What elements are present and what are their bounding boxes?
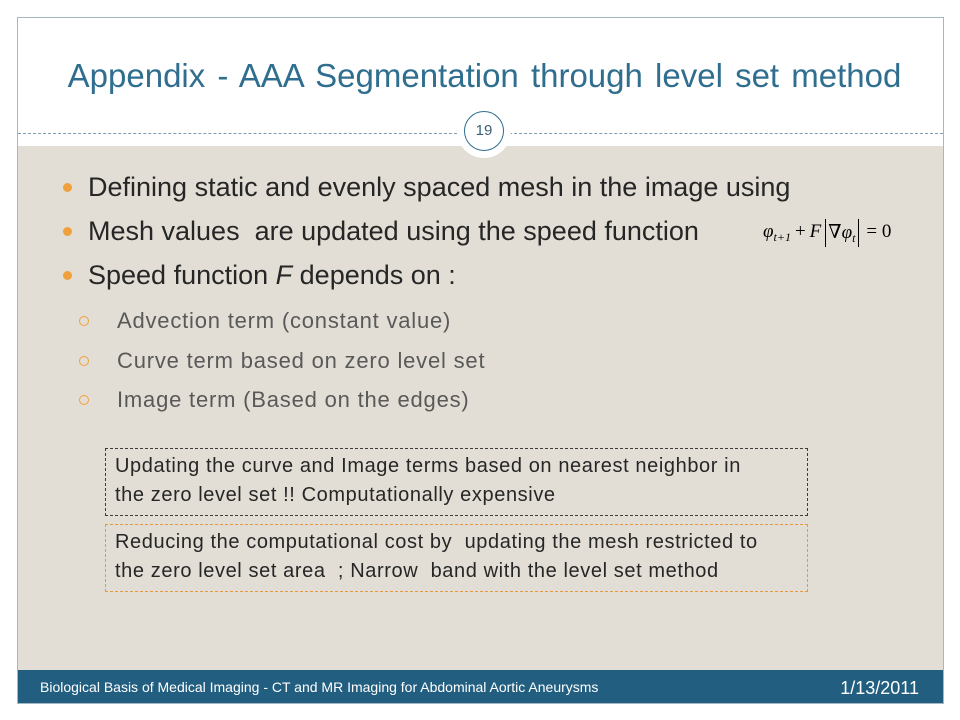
- note-box-narrow-band: [105, 524, 808, 592]
- sub-bullet-text: Image term (Based on the edges): [117, 387, 470, 412]
- note-line: the zero level set area ; Narrow band with the level set method: [115, 560, 719, 582]
- bullet-text-start: Speed function: [88, 260, 276, 290]
- sub-bullet-text: Curve term based on zero level set: [117, 348, 486, 373]
- sub-bullet-item: [70, 341, 570, 381]
- equation-rhs: = 0: [866, 221, 892, 242]
- filled-circle-bullet-icon: [63, 183, 72, 192]
- note-line: Updating the curve and Image terms based on nearest neighbor in: [115, 455, 741, 477]
- note-line: Reducing the computational cost by updating the mesh restricted to: [115, 531, 758, 553]
- sub-bullet-item: [70, 301, 570, 341]
- equation-subscript: t: [852, 230, 856, 245]
- equation-phi: φ: [841, 221, 853, 243]
- bullet-text: Mesh values are updated using the speed function: [88, 216, 699, 246]
- bullet-text: [88, 253, 456, 297]
- footer-bar: [18, 670, 943, 703]
- filled-circle-bullet-icon: [63, 227, 72, 236]
- footer-date: 1/13/2011: [840, 678, 919, 698]
- speed-function-equation: [763, 216, 895, 248]
- sub-bullet-item: [70, 380, 570, 420]
- equation-plus: +: [794, 221, 806, 242]
- hollow-circle-bullet-icon: [79, 356, 89, 366]
- footer-course-title: Biological Basis of Medical Imaging - CT and MR Imaging for Abdominal Aortic Aneurysms: [40, 679, 599, 695]
- bullet-text-end: depends on :: [292, 260, 456, 290]
- hollow-circle-bullet-icon: [79, 316, 89, 326]
- hollow-circle-bullet-icon: [79, 395, 89, 405]
- filled-circle-bullet-icon: [63, 271, 72, 280]
- bullet-item: [58, 209, 758, 253]
- bullet-text: Defining static and evenly spaced mesh in the image using: [88, 172, 791, 202]
- nabla-symbol: ∇: [828, 221, 842, 243]
- equation-gradient-magnitude: [825, 219, 859, 247]
- speed-function-symbol: F: [275, 260, 293, 290]
- bullet-item: [58, 253, 758, 297]
- equation-subscript: t+1: [773, 230, 791, 244]
- page-number-badge: [457, 104, 511, 158]
- equation-phi: φ: [763, 221, 774, 242]
- note-line: the zero level set !! Computationally expensive: [115, 484, 556, 506]
- sub-bullet-text: Advection term (constant value): [117, 308, 452, 333]
- slide-title: Appendix - AAA Segmentation through level set method: [67, 57, 902, 94]
- equation-speed: F: [809, 221, 822, 242]
- page-number: 19: [464, 111, 504, 151]
- note-box-computational-cost: [105, 448, 808, 516]
- bullet-item: [58, 165, 791, 209]
